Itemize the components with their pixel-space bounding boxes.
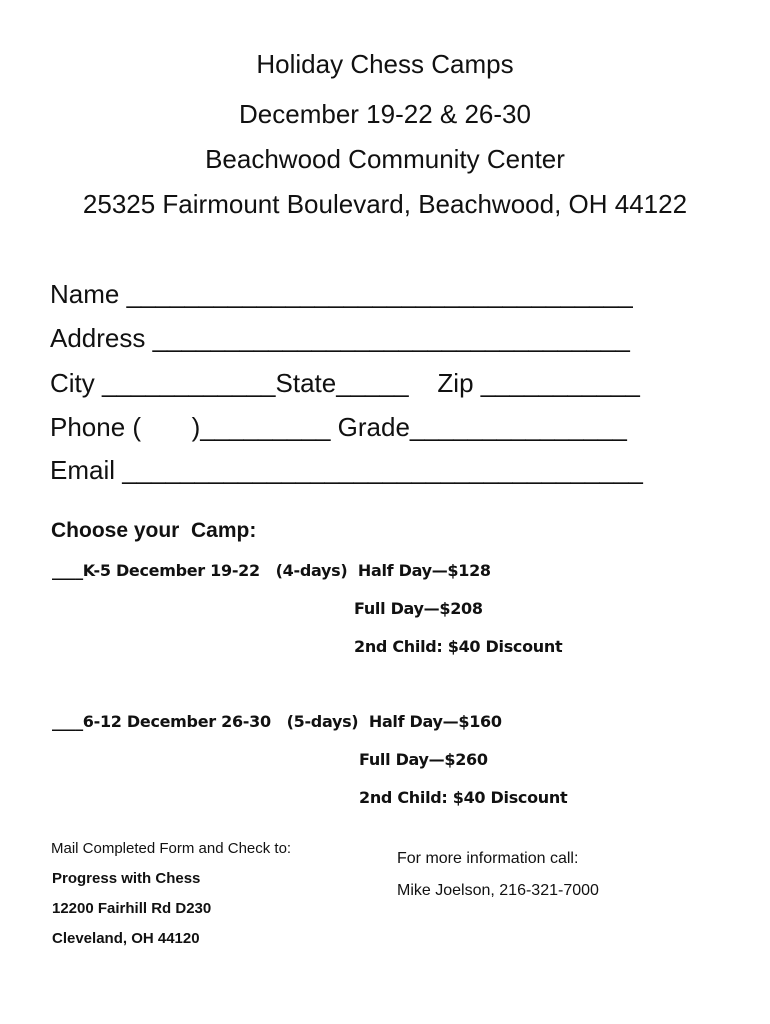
venue-name: Beachwood Community Center [205, 144, 565, 174]
info-label: For more information call: [397, 850, 579, 867]
camp2-full-day-price: Full Day—$260 [359, 750, 488, 769]
mail-org: Progress with Chess [52, 870, 201, 887]
phone-grade-field[interactable]: Phone ( )_________ Grade_______________ [50, 412, 627, 442]
choose-camp-heading: Choose your Camp: [51, 519, 257, 542]
camp2-discount: 2nd Child: $40 Discount [359, 788, 568, 807]
email-field[interactable]: Email ____________________________________ [50, 455, 643, 485]
camp1-option[interactable]: ____K-5 December 19-22 (4-days) Half Day—$128 [52, 561, 491, 580]
city-state-zip-field[interactable]: City ____________State_____ Zip ___________ [50, 368, 640, 398]
camp-dates: December 19-22 & 26-30 [239, 99, 531, 129]
camp1-discount: 2nd Child: $40 Discount [354, 637, 563, 656]
mail-label: Mail Completed Form and Check to: [51, 840, 292, 857]
camp2-option[interactable]: ____6-12 December 26-30 (5-days) Half Day—$160 [52, 712, 502, 731]
camp1-full-day-price: Full Day—$208 [354, 599, 483, 618]
venue-address: 25325 Fairmount Boulevard, Beachwood, OH 44122 [82, 189, 688, 219]
address-field[interactable]: Address _________________________________ [50, 323, 630, 353]
name-field[interactable]: Name ___________________________________ [50, 279, 633, 309]
info-contact: Mike Joelson, 216-321-7000 [397, 882, 599, 899]
mail-street: 12200 Fairhill Rd D230 [52, 900, 212, 917]
mail-city: Cleveland, OH 44120 [52, 930, 200, 947]
page-title: Holiday Chess Camps [256, 49, 514, 79]
